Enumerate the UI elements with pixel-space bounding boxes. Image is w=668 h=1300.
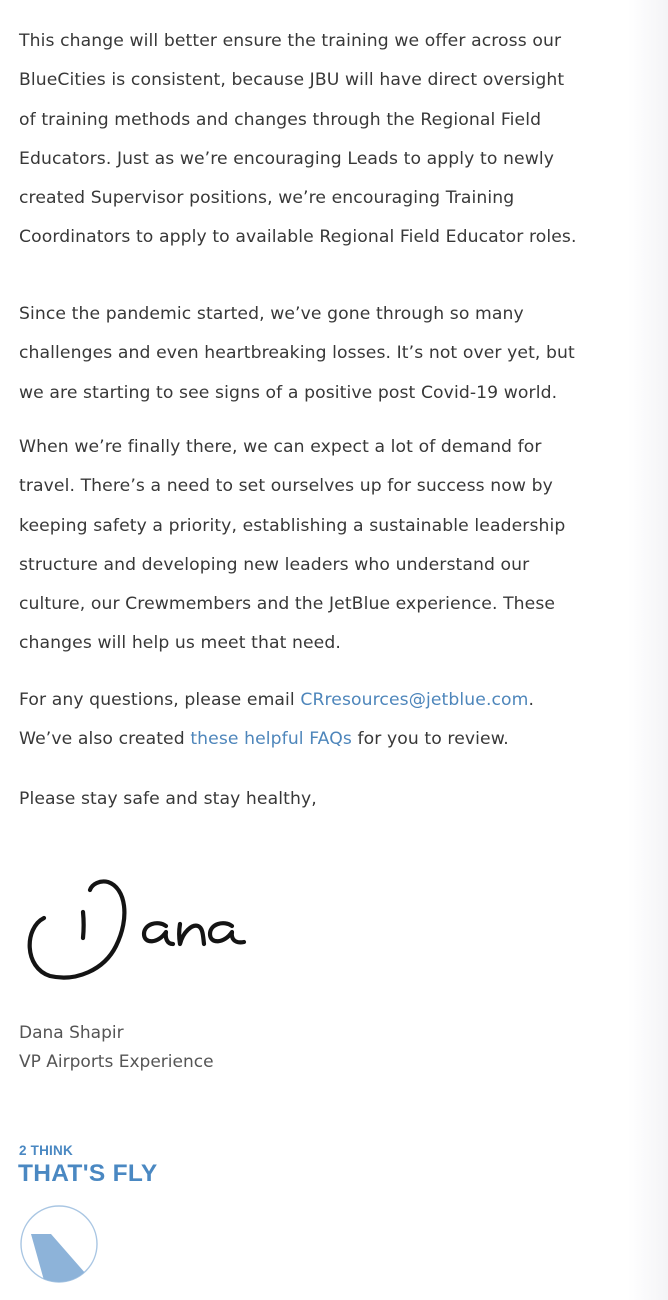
signature-image — [20, 872, 260, 982]
contact-line-faq — [19, 720, 534, 759]
text-line: Since the pandemic started, we’ve gone through so many — [19, 304, 524, 324]
email-link[interactable]: CRresources@jetblue.com — [300, 690, 529, 710]
closing-text: Please stay safe and stay healthy, — [19, 789, 317, 809]
text-line: keeping safety a priority, establishing a sustainable leadership — [19, 515, 566, 536]
text-line: challenges and even heartbreaking losses. It’s not over yet, but — [19, 343, 575, 364]
author-name: Dana Shapir — [19, 1023, 124, 1043]
tagline-large: THAT'S FLY — [18, 1160, 158, 1187]
contact-prefix: For any questions, please email — [19, 690, 301, 710]
closing-line — [19, 780, 317, 819]
faq-link[interactable]: these helpful FAQs — [190, 729, 352, 750]
text-line: This change will better ensure the training we offer across our — [19, 31, 562, 51]
faq-prefix: We’ve also created — [19, 729, 191, 750]
paragraph-pandemic — [19, 295, 575, 413]
text-line: changes will help us meet that need. — [19, 633, 341, 654]
text-line: When we’re finally there, we can expect a lot of demand for — [19, 437, 542, 457]
text-line: culture, our Crewmembers and the JetBlue experience. These — [19, 594, 556, 615]
text-line: we are starting to see signs of a positive post Covid-19 world. — [19, 382, 558, 403]
paragraph-contact — [19, 681, 534, 760]
author-block — [19, 1019, 214, 1077]
text-line: of training methods and changes through the Regional Field — [19, 109, 542, 130]
jetblue-tail-icon — [19, 1204, 99, 1284]
text-line: travel. There’s a need to set ourselves up for success now by — [19, 476, 553, 497]
paragraph-demand — [19, 428, 565, 664]
contact-line-email — [19, 681, 534, 720]
text-line: created Supervisor positions, we’re encouraging Training — [19, 188, 515, 209]
author-title: VP Airports Experience — [19, 1052, 214, 1072]
text-line: BlueCities is consistent, because JBU will have direct oversight — [19, 70, 565, 91]
paragraph-training-change — [19, 22, 577, 258]
text-line: Educators. Just as we’re encouraging Leads to apply to newly — [19, 148, 554, 169]
contact-suffix: . — [528, 690, 535, 710]
text-line: Coordinators to apply to available Regional Field Educator roles. — [19, 227, 577, 248]
faq-suffix: for you to review. — [351, 729, 509, 750]
text-line: structure and developing new leaders who understand our — [19, 554, 530, 575]
tagline-small: 2 THINK — [19, 1143, 73, 1158]
